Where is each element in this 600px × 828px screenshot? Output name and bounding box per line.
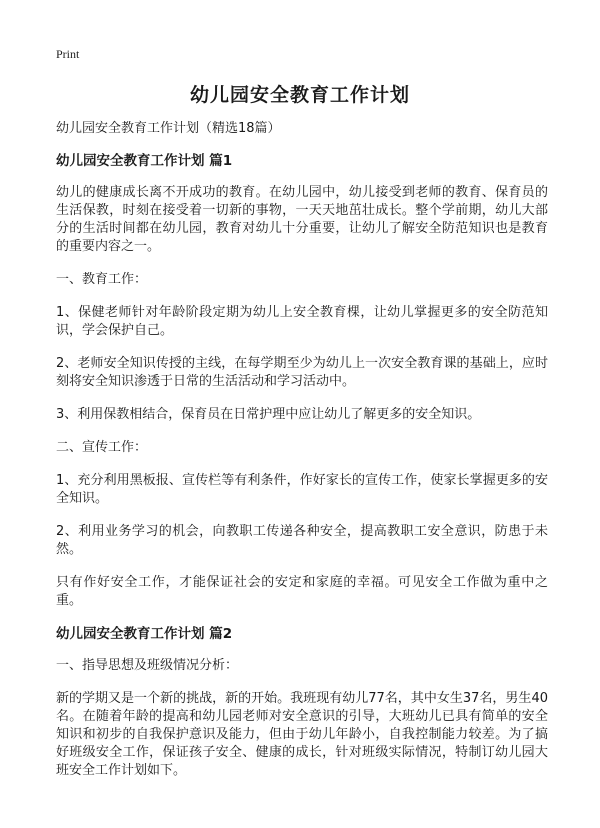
print-label: Print	[56, 47, 80, 61]
paragraph: 1、充分利用黑板报、宣传栏等有利条件，作好家长的宣传工作，使家长掌握更多的安全知识。	[56, 473, 548, 506]
paragraph: 二、宣传工作：	[56, 440, 148, 455]
paragraph: 2、利用业务学习的机会，向教职工传递各种安全，提高教职工安全意识，防患于未然。	[56, 524, 548, 557]
paragraph: 1、保健老师针对年龄阶段定期为幼儿上安全教育棵，让幼儿掌握更多的安全防范知识，学会保护自己。	[56, 305, 548, 338]
paragraph: 幼儿的健康成长离不开成功的教育。在幼儿园中，幼儿接受到老师的教育、保育员的生活保教，时刻在接受着一切新的事物，一天天地茁壮成长。整个学前期，幼儿大部分的生活时间都在幼儿园，教育对幼儿十分重要，让幼儿了解安全防范知识也是教育的重要内容之一。	[56, 185, 548, 254]
paragraph: 只有作好安全工作，才能保证社会的安定和家庭的幸福。可见安全工作做为重中之重。	[56, 575, 548, 608]
paragraph: 新的学期又是一个新的挑战，新的开始。我班现有幼儿77名，其中女生37名，男生40名。在随着年龄的提高和幼儿园老师对安全意识的引导，大班幼儿已具有简单的安全知识和初步的自我保护意识及能力，但由于幼儿年龄小，自我控制能力较差。为了搞好班级安全工作，保证孩子安全、健康的成长，针对班级实际情况，特制订幼儿园大班安全工作计划如下。	[56, 691, 548, 778]
section-heading-2: 幼儿园安全教育工作计划 篇2	[56, 626, 233, 642]
paragraph: 一、教育工作：	[56, 272, 148, 287]
page-title: 幼儿园安全教育工作计划	[189, 84, 410, 106]
paragraph: 2、老师安全知识传授的主线，在每学期至少为幼儿上一次安全教育课的基础上，应时刻将安全知识渗透于日常的生活活动和学习活动中。	[56, 356, 548, 389]
document-subtitle: 幼儿园安全教育工作计划（精选18篇）	[56, 121, 281, 136]
document-body	[56, 120, 548, 795]
paragraph: 3、利用保教相结合，保育员在日常护理中应让幼儿了解更多的安全知识。	[56, 407, 481, 422]
paragraph: 一、指导思想及班级情况分析：	[56, 658, 239, 673]
section-heading-1: 幼儿园安全教育工作计划 篇1	[56, 153, 233, 169]
